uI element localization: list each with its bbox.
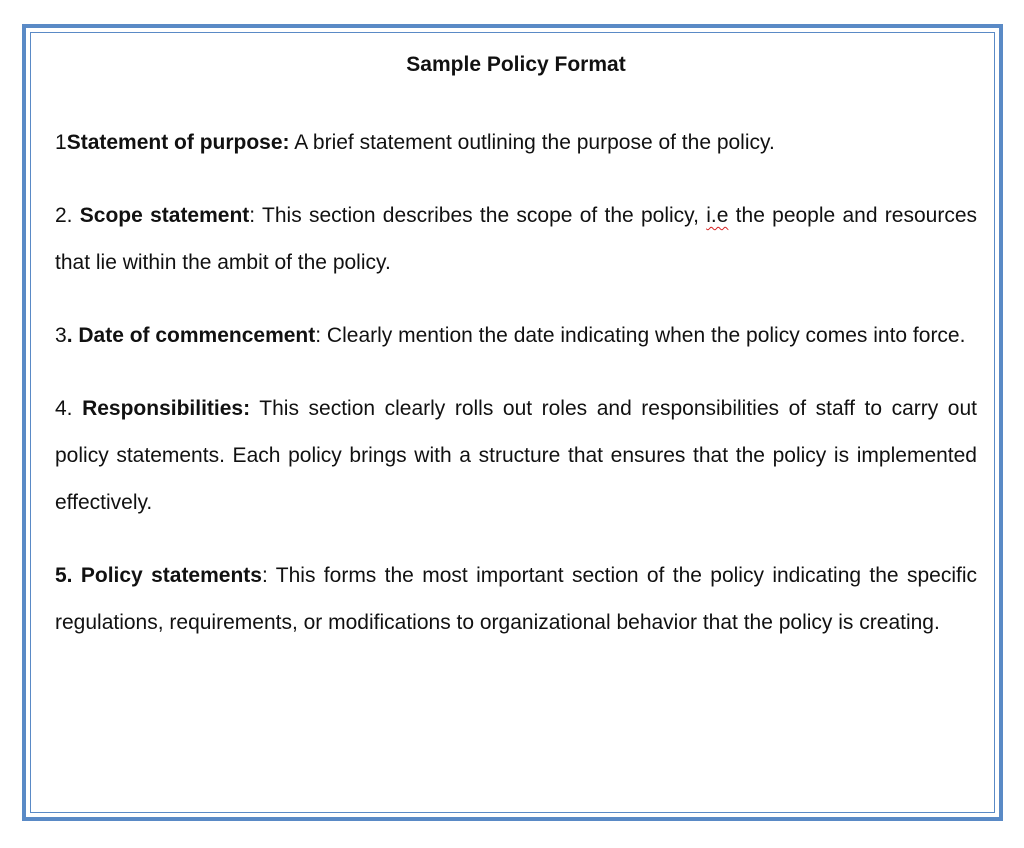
page-title: Sample Policy Format	[406, 53, 626, 76]
section-text: the people and resources that lie within the ambit of the policy.	[55, 204, 977, 274]
section-term: Statement of purpose:	[66, 131, 290, 154]
section-responsibilities	[55, 385, 977, 526]
section-text: : Clearly mention the date indicating when the policy comes into force.	[315, 324, 966, 347]
section-policy-statements	[55, 552, 977, 646]
section-text: A brief statement outlining the purpose of the policy.	[289, 131, 775, 154]
section-scope-statement	[55, 192, 977, 286]
section-term: Scope statement	[79, 204, 250, 227]
section-term: . Date of commencement	[66, 324, 316, 347]
section-text: : This section describes the scope of the policy,	[249, 204, 707, 227]
section-number: 2.	[55, 204, 80, 227]
section-term: Responsibilities:	[82, 397, 251, 420]
section-date-of-commencement	[55, 312, 977, 359]
section-number: 3	[55, 324, 67, 347]
section-text: This section clearly rolls out roles and responsibilities of staff to carry out policy statements. Each policy brings with a structure that ensures that the policy is implemented effectively.	[55, 397, 977, 514]
section-text: : This forms the most important section of the policy indicating the specific regulations, requirements, or modifications to organizational behavior that the policy is creating.	[55, 564, 977, 634]
section-number: 5.	[55, 564, 81, 587]
document-frame	[22, 24, 1003, 821]
section-number: 4.	[55, 397, 83, 420]
section-term: Policy statements	[80, 564, 262, 587]
section-number: 1	[55, 131, 67, 154]
spellcheck-flagged-word[interactable]: i.e	[706, 204, 729, 227]
document-content	[55, 48, 977, 672]
section-statement-of-purpose	[55, 119, 977, 166]
